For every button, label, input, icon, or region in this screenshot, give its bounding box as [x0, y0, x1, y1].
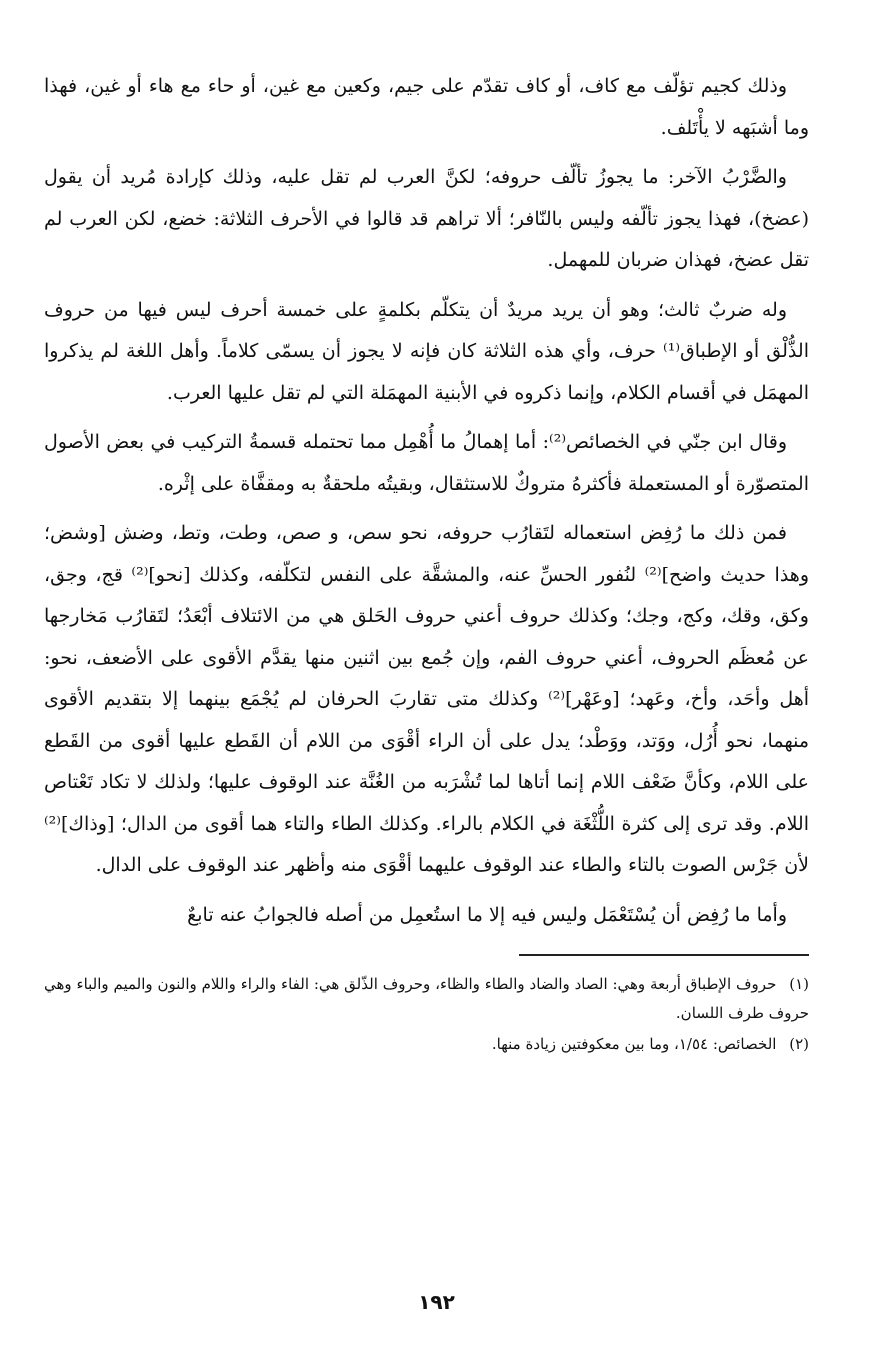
body-paragraph-5: فمن ذلك ما رُفِض استعماله لتَقارُب حروفه، نحو سص، و صص، وطت، وتط، وضش [وشض؛ وهذا حديث واضح]⁽²⁾ لنُفور الحسِّ عنه، والمشقَّة على النفس لتكلّفه، وكذلك [نحو]⁽²⁾ قج، وجق، وكق، وقك، وكج، وجك؛ وكذلك حروف أعني حروف الحَلق هي من الائتلاف أبْعَدُ؛ لتَقارُب مَخارجها عن مُعظَم الحروف، أعني حروف الفم، وإن جُمع بين اثنين منها يقدَّم الأقوى على الأضعف، نحو: أهل وأحَد، وأخ، وعَهد؛ [وعَهْر]⁽²⁾ وكذلك متى تقاربَ الحرفان لم يُجْمَع بينهما إلا بتقديم الأقوى منهما، نحو أُرُل، ووَتد، ووَطْد؛ يدل على أن الراء أقْوَى من اللام أن القَطع عليها أقوى من القَطع على اللام، وكأنَّ ضَعْف اللام إنما أتاها لما تُشْرَبه من الغُنَّة عند الوقوف عليها؛ ولذلك لا تكاد تَعْتاص اللام. وقد ترى إلى كثرة اللُّثْغَة في الكلام بالراء. وكذلك الطاء والتاء هما أقوى من الدال؛ [وذاك]⁽²⁾ لأن جَرْس الصوت بالتاء والطاء عند الوقوف عليهما أقْوَى منه وأظهر عند الوقوف على الدال.: [44, 522, 810, 876]
body-paragraph-3: وله ضربٌ ثالث؛ وهو أن يريد مريدٌ أن يتكلّم بكلمةٍ على خمسة أحرف ليس فيها من حروف الذُّلْق أو الإطباق⁽¹⁾ حرف، وأي هذه الثلاثة كان فإنه لا يجوز أن يسمّى كلاماً. وأهل اللغة لم يذكروا المهمَل في أقسام الكلام، وإنما ذكروه في الأبنية المهمَلة التي لم تقل عليها العرب.: [44, 298, 809, 404]
body-paragraph-6: وأما ما رُفِض أن يُسْتَعْمَل وليس فيه إلا ما استُعمِل من أصله فالجوابُ عنه تابعٌ: [187, 903, 787, 926]
body-paragraph-4: وقال ابن جنّي في الخصائص⁽²⁾: أما إهمالُ ما أُهْمِل مما تحتمله قسمةُ التركيب في بعض الأصول المتصوّرة أو المستعملة فأكثرهُ متروكٌ للاستثقال، وبقيتُه ملحقةٌ به ومقفَّاة على إثْره.: [44, 431, 809, 495]
footnote-2-text: الخصائص: ١/٥٤، وما بين معكوفتين زيادة منها.: [491, 1035, 777, 1053]
footnote-1-number: (١): [789, 975, 809, 993]
footnote-2-number: (٢): [789, 1035, 809, 1053]
body-paragraph-2: والضَّرْبُ الآخر: ما يجوزُ تألّف حروفه؛ لكنَّ العرب لم تقل عليه، وذلك كإرادة مُريد أن يقول (عضخ)، فهذا يجوز تألّفه وليس بالنّافر؛ ألا تراهم قد قالوا في الأحرف الثلاثة: خضع، لكن العرب لم تقل عضخ، فهذان ضربان للمهمل.: [44, 166, 809, 271]
footnote-1-text: حروف الإطباق أربعة وهي: الصاد والضاد والطاء والظاء، وحروف الذّلق هي: الفاء والراء واللام والنون والميم والباء وهي حروف طرف اللسان.: [44, 975, 809, 1022]
body-paragraph-1: وذلك كجيم تؤلّف مع كاف، أو كاف تقدّم على جيم، وكعين مع غين، أو حاء مع هاء أو غين، فهذا وما أشبَهه لا يأْتَلف.: [44, 75, 809, 139]
footnote-1: [44, 970, 809, 1028]
footnote-separator: [519, 954, 809, 956]
page-content: [44, 66, 809, 1061]
page-number: ١٩٢: [418, 1290, 455, 1314]
footnote-2: [44, 1030, 809, 1059]
